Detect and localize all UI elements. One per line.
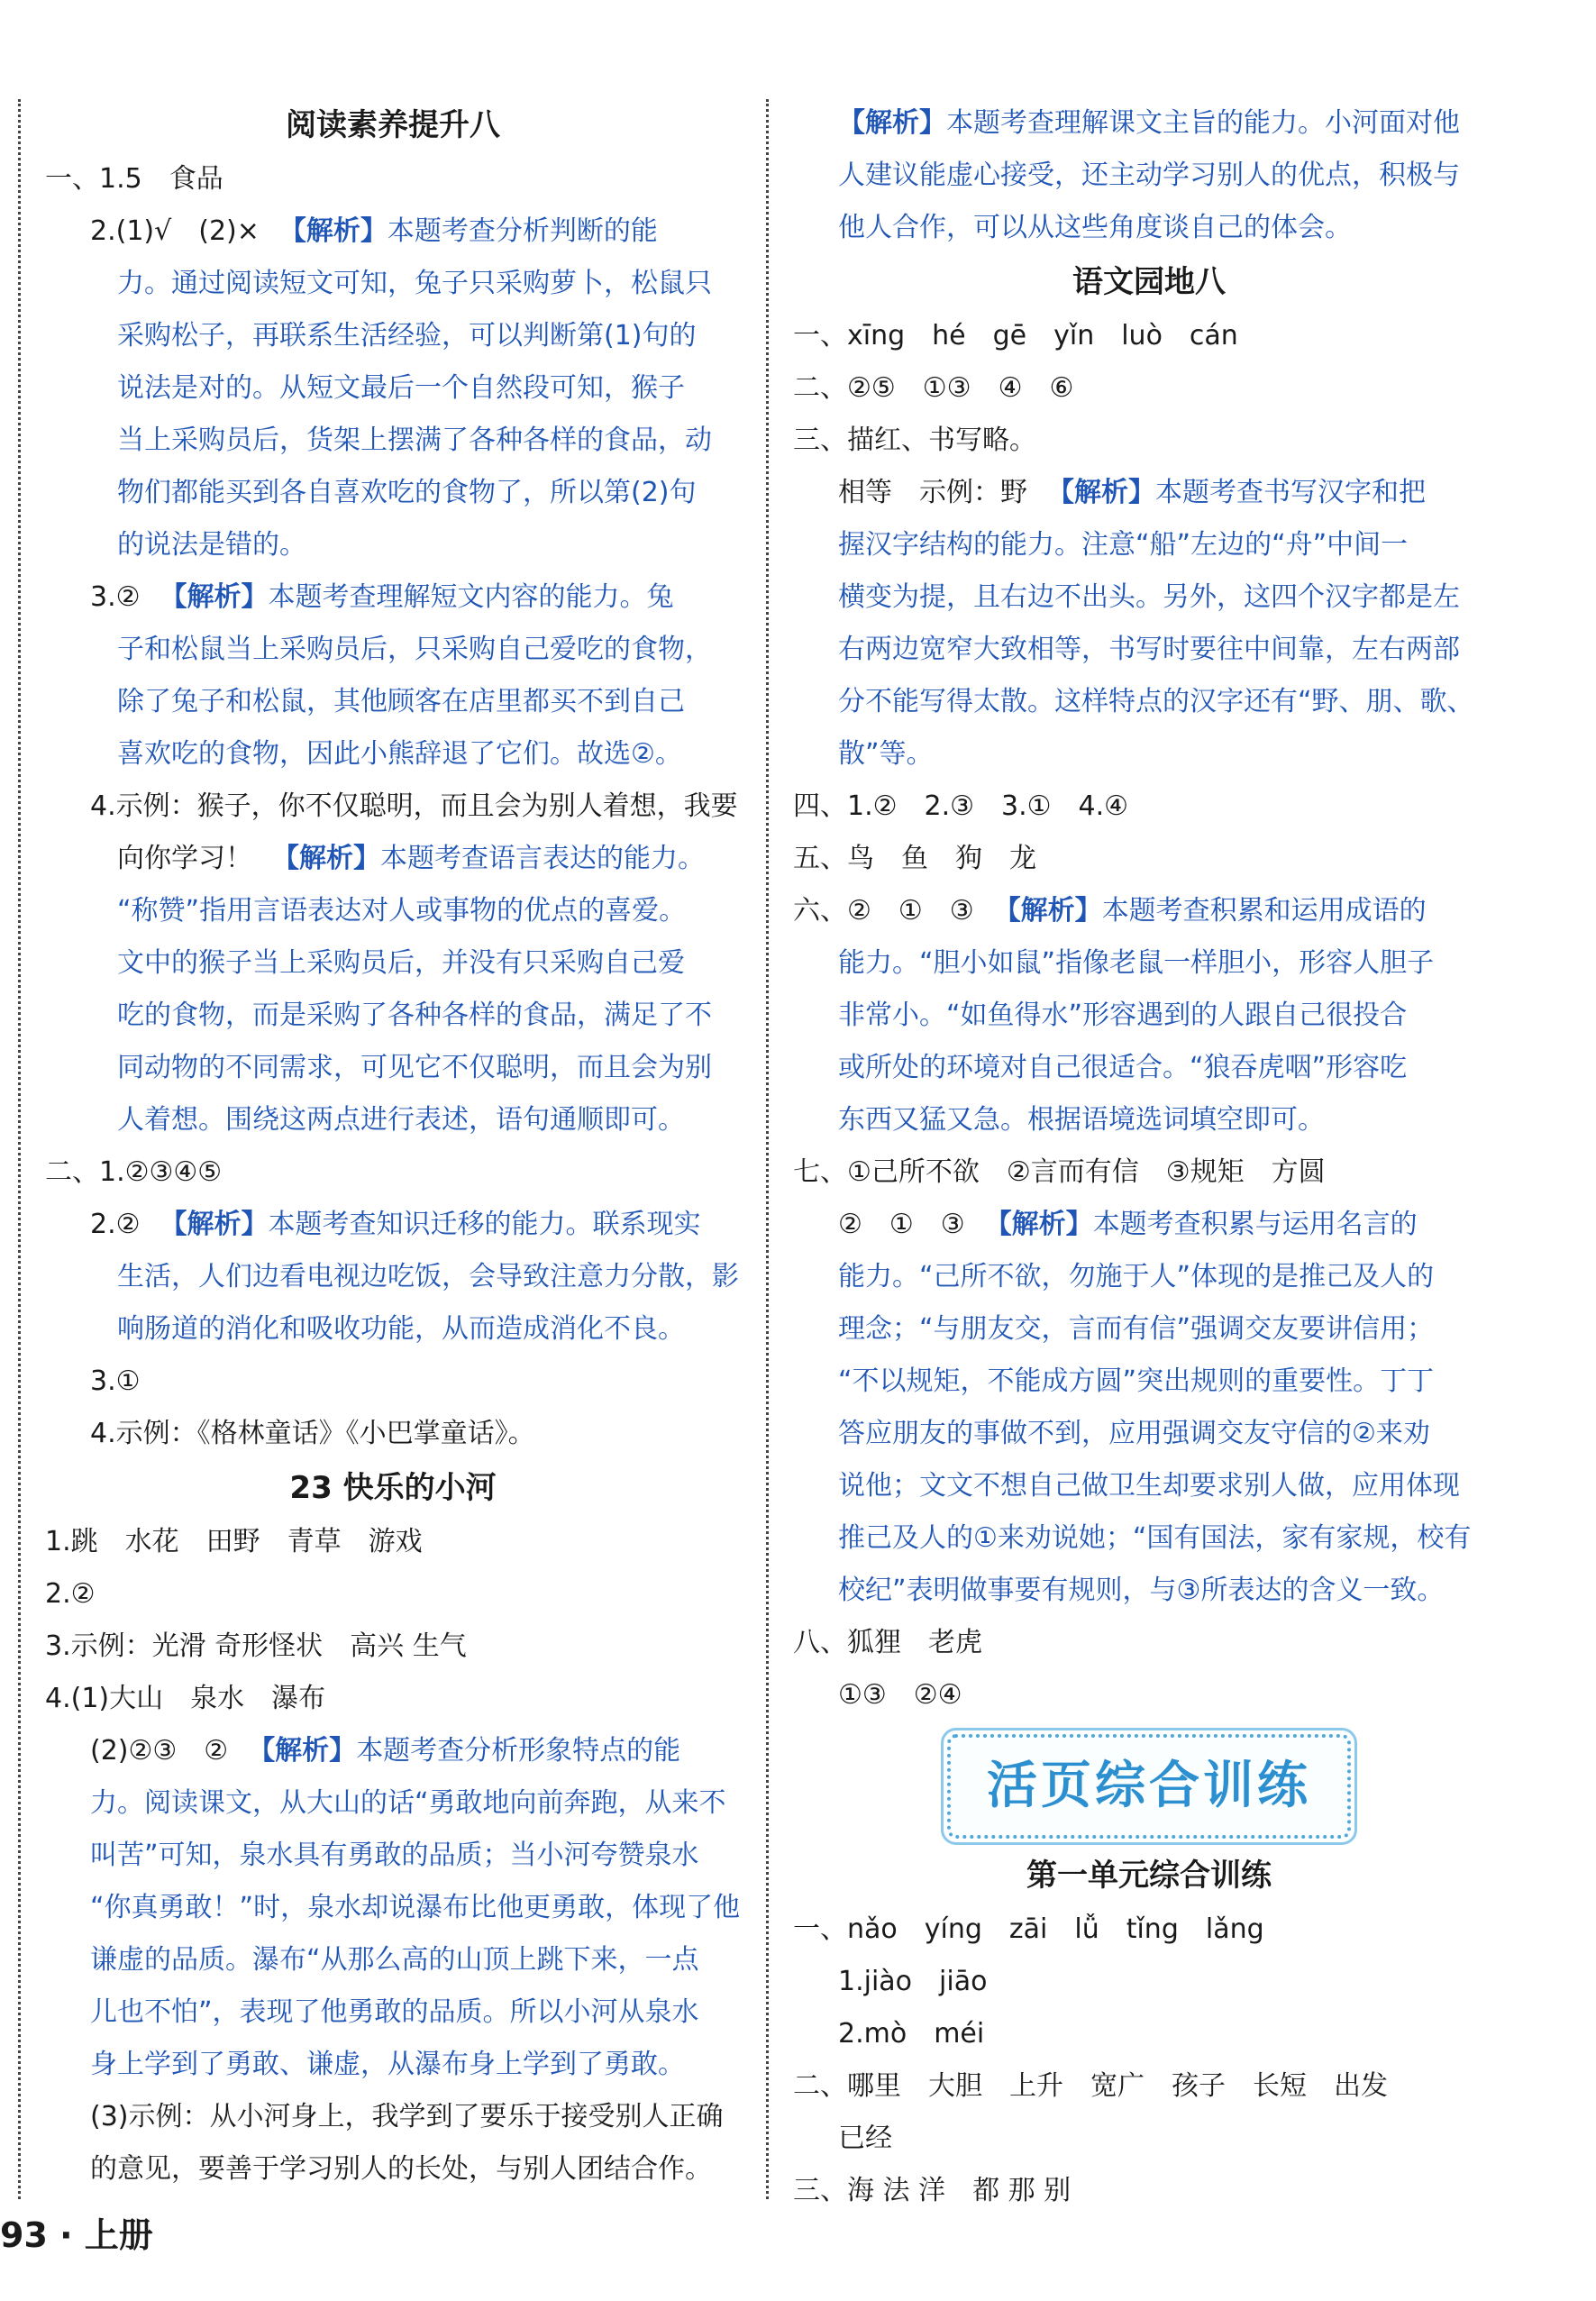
analysis-line: 生活，人们边看电视边吃饭，会导致注意力分散，影 bbox=[117, 1261, 739, 1292]
answer-line: 三、海 法 洋 都 那 别 bbox=[793, 2175, 1072, 2206]
analysis-line: 说法是对的。从短文最后一个自然段可知，猴子 bbox=[117, 372, 685, 404]
analysis-line: 响肠道的消化和吸收功能，从而造成消化不良。 bbox=[117, 1313, 685, 1345]
answer-line: 1.jiào jiāo bbox=[838, 1966, 988, 1997]
analysis-line: 力。阅读课文，从大山的话“勇敢地向前奔跑，从来不 bbox=[90, 1787, 726, 1819]
answer-line: 四、1.② 2.③ 3.① 4.④ bbox=[793, 790, 1129, 822]
analysis-line: 叫苦”可知，泉水具有勇敢的品质；当小河夸赞泉水 bbox=[90, 1840, 699, 1871]
analysis-line: 同动物的不同需求，可见它不仅聪明，而且会为别 bbox=[117, 1052, 712, 1083]
analysis-text: 本题考查语言表达的能力。 bbox=[380, 843, 705, 874]
analysis-tag: 【解析】 bbox=[160, 581, 269, 613]
answer-line bbox=[793, 97, 1505, 150]
analysis-line: “不以规矩，不能成方圆”突出规则的重要性。丁丁 bbox=[838, 1365, 1435, 1397]
column-divider bbox=[766, 99, 769, 2199]
analysis-line: 吃的食物，而是采购了各种各样的食品，满足了不 bbox=[117, 1000, 712, 1031]
analysis-line: 身上学到了勇敢、谦虚，从瀑布身上学到了勇敢。 bbox=[90, 2049, 685, 2080]
answer-line bbox=[793, 1199, 1505, 1251]
analysis-line: 子和松鼠当上采购员后，只采购自己爱吃的食物， bbox=[117, 634, 712, 665]
answer-line: 七、①己所不欲 ②言而有信 ③规矩 方圆 bbox=[793, 1156, 1326, 1188]
answer-line: 五、鸟 鱼 狗 龙 bbox=[793, 843, 1036, 874]
analysis-line: 儿也不怕”，表现了他勇敢的品质。所以小河从泉水 bbox=[90, 1996, 699, 2028]
answer-line: 4.示例：《格林童话》《小巴掌童话》。 bbox=[90, 1418, 535, 1449]
answer-text: (2)②③ ② bbox=[90, 1735, 229, 1767]
analysis-line: “你真勇敢！”时，泉水却说瀑布比他更勇敢，体现了他 bbox=[90, 1892, 741, 1923]
analysis-line: “称赞”指用言语表达对人或事物的优点的喜爱。 bbox=[117, 895, 687, 927]
analysis-line: 文中的猴子当上采购员后，并没有只采购自己爱 bbox=[117, 947, 685, 979]
answer-text: 3.② bbox=[90, 581, 141, 613]
answer-line: 1.跳 水花 田野 青草 游戏 bbox=[45, 1526, 423, 1557]
analysis-text: 本题考查知识迁移的能力。联系现实 bbox=[268, 1209, 701, 1240]
analysis-line: 采购松子，再联系生活经验，可以判断第(1)句的 bbox=[117, 320, 697, 352]
analysis-line: 他人合作，可以从这些角度谈自己的体会。 bbox=[838, 212, 1352, 243]
analysis-line: 除了兔子和松鼠，其他顾客在店里都买不到自己 bbox=[117, 686, 685, 717]
analysis-line: 答应朋友的事做不到，应用强调交友守信的②来劝 bbox=[838, 1418, 1430, 1449]
right-column bbox=[793, 97, 1505, 2217]
left-column bbox=[45, 97, 741, 2196]
answer-line: 一、1.5 食品 bbox=[45, 163, 223, 195]
analysis-tag: 【解析】 bbox=[838, 107, 946, 139]
answer-line: 八、狐狸 老虎 bbox=[793, 1627, 982, 1658]
section-banner bbox=[793, 1734, 1505, 1839]
analysis-line: 横变为提，且右边不出头。另外，这四个汉字都是左 bbox=[838, 581, 1460, 613]
analysis-tag: 【解析】 bbox=[993, 895, 1102, 927]
banner-frame bbox=[947, 1734, 1351, 1839]
analysis-tag: 【解析】 bbox=[248, 1735, 357, 1767]
analysis-line: 说他；文文不想自己做卫生却要求别人做，应用体现 bbox=[838, 1470, 1460, 1502]
analysis-line: 理念；“与朋友交，言而有信”强调交友要讲信用； bbox=[838, 1313, 1435, 1345]
answer-line bbox=[45, 571, 741, 624]
analysis-line: 推己及人的①来劝说她；“国有国法，家有家规，校有 bbox=[838, 1522, 1472, 1554]
answer-line bbox=[793, 467, 1505, 519]
answer-line: 三、描红、书写略。 bbox=[793, 425, 1036, 456]
analysis-tag: 【解析】 bbox=[278, 215, 388, 247]
analysis-line: 当上采购员后，货架上摆满了各种各样的食品，动 bbox=[117, 425, 712, 456]
answer-line bbox=[45, 1725, 741, 1777]
answer-line: 一、nǎo yíng zāi lǚ tǐng lǎng bbox=[793, 1913, 1264, 1945]
analysis-tag: 【解析】 bbox=[272, 843, 380, 874]
analysis-line: 握汉字结构的能力。注意“船”左边的“舟”中间一 bbox=[838, 529, 1409, 561]
analysis-line: 人着想。围绕这两点进行表述，语句通顺即可。 bbox=[117, 1104, 685, 1136]
analysis-line: 能力。“胆小如鼠”指像老鼠一样胆小，形容人胆子 bbox=[838, 947, 1435, 979]
answer-line: 二、哪里 大胆 上升 宽广 孩子 长短 出发 bbox=[793, 2070, 1388, 2102]
page-footer: 93 · 上册 bbox=[0, 2215, 153, 2255]
answer-line: 4.(1)大山 泉水 瀑布 bbox=[45, 1683, 326, 1714]
analysis-text: 本题考查书写汉字和把 bbox=[1155, 477, 1426, 508]
answer-line bbox=[793, 885, 1505, 937]
answer-line: 2.② bbox=[45, 1578, 96, 1610]
answer-line: 已经 bbox=[838, 2123, 892, 2154]
analysis-line: 非常小。“如鱼得水”形容遇到的人跟自己很投合 bbox=[838, 1000, 1408, 1031]
analysis-line: 分不能写得太散。这样特点的汉字还有“野、朋、歌、 bbox=[838, 686, 1474, 717]
answer-line: 3.① bbox=[90, 1365, 141, 1397]
analysis-line: 能力。“己所不欲，勿施于人”体现的是推己及人的 bbox=[838, 1261, 1435, 1292]
answer-text: ② ① ③ bbox=[838, 1209, 965, 1240]
answer-line bbox=[45, 833, 741, 885]
answer-line: 2.mò méi bbox=[838, 2018, 985, 2050]
analysis-line: 或所处的环境对自己很适合。“狼吞虎咽”形容吃 bbox=[838, 1052, 1408, 1083]
left-margin-divider bbox=[18, 99, 21, 2199]
analysis-text: 本题考查积累和运用成语的 bbox=[1101, 895, 1427, 927]
analysis-line: 右两边宽窄大致相等，书写时要往中间靠，左右两部 bbox=[838, 634, 1460, 665]
section-title: 语文园地八 bbox=[1072, 264, 1226, 300]
analysis-text: 本题考查积累与运用名言的 bbox=[1092, 1209, 1418, 1240]
analysis-line: 物们都能买到各自喜欢吃的食物了，所以第(2)句 bbox=[117, 477, 697, 508]
analysis-line: 谦虚的品质。瀑布“从那么高的山顶上跳下来，一点 bbox=[90, 1944, 699, 1976]
answer-text: 2.② bbox=[90, 1209, 141, 1240]
analysis-line: 的说法是错的。 bbox=[117, 529, 306, 561]
answer-line: 3.示例：光滑 奇形怪状 高兴 生气 bbox=[45, 1630, 467, 1662]
analysis-line: 喜欢吃的食物，因此小熊辞退了它们。故选②。 bbox=[117, 738, 682, 770]
answer-text: 相等 示例：野 bbox=[838, 477, 1027, 508]
answer-text: 2.(1)√ (2)× bbox=[90, 215, 260, 247]
analysis-tag: 【解析】 bbox=[1047, 477, 1155, 508]
answer-line: 一、xīng hé gē yǐn luò cán bbox=[793, 320, 1238, 352]
analysis-tag: 【解析】 bbox=[984, 1209, 1093, 1240]
analysis-line: 人建议能虚心接受，还主动学习别人的优点，积极与 bbox=[838, 160, 1460, 191]
answer-line bbox=[45, 205, 741, 258]
analysis-text: 本题考查分析形象特点的能 bbox=[356, 1735, 681, 1767]
analysis-text: 本题考查理解短文内容的能力。兔 bbox=[268, 581, 674, 613]
answer-line: 二、1.②③④⑤ bbox=[45, 1156, 223, 1188]
analysis-text: 本题考查理解课文主旨的能力。小河面对他 bbox=[946, 107, 1460, 139]
banner-title: 活页综合训练 bbox=[987, 1757, 1311, 1815]
answer-line: ①③ ②④ bbox=[838, 1679, 962, 1711]
analysis-line: 力。通过阅读短文可知，兔子只采购萝卜，松鼠只 bbox=[117, 268, 712, 299]
analysis-line: 东西又猛又急。根据语境选词填空即可。 bbox=[838, 1104, 1325, 1136]
answer-line bbox=[45, 1199, 741, 1251]
analysis-text: 本题考查分析判断的能 bbox=[387, 215, 658, 247]
analysis-line: 校纪”表明做事要有规则，与③所表达的含义一致。 bbox=[838, 1575, 1445, 1606]
answer-line: 4.示例：猴子，你不仅聪明，而且会为别人着想，我要 bbox=[90, 790, 738, 822]
section-title: 阅读素养提升八 bbox=[286, 107, 500, 143]
answer-text: 向你学习！ bbox=[117, 843, 252, 874]
answer-line: (3)示例：从小河身上，我学到了要乐于接受别人正确 bbox=[90, 2101, 724, 2132]
section-title: 第一单元综合训练 bbox=[1026, 1858, 1272, 1894]
analysis-line: 散”等。 bbox=[838, 738, 934, 770]
analysis-tag: 【解析】 bbox=[160, 1209, 269, 1240]
answer-line: 的意见，要善于学习别人的长处，与别人团结合作。 bbox=[90, 2153, 712, 2185]
section-title: 23 快乐的小河 bbox=[289, 1470, 497, 1506]
answer-line: 二、②⑤ ①③ ④ ⑥ bbox=[793, 372, 1074, 404]
answer-text: 六、② ① ③ bbox=[793, 895, 974, 927]
